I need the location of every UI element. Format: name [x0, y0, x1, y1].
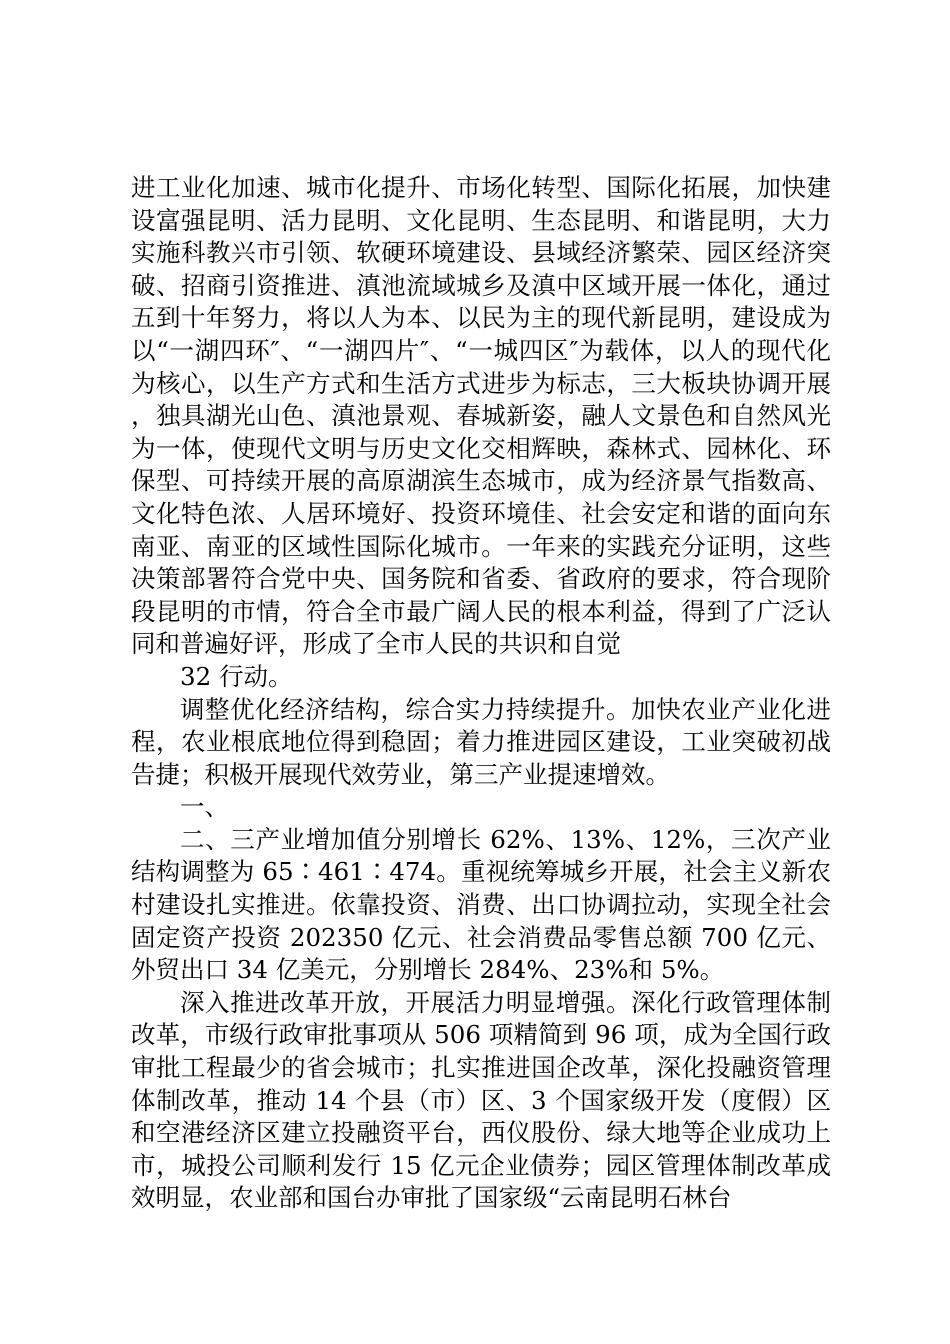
paragraph-3: 调整优化经济结构，综合实力持续提升。加快农业产业化进程，农业根底地位得到稳固；着力推进园区建设，工业突破初战告捷；积极开展现代效劳业，第三产业提速增效。 [131, 694, 831, 789]
paragraph-2: 32 行动。 [180, 661, 293, 691]
document-body [131, 172, 831, 1215]
paragraph-1: 进工业化加速、城市化提升、市场化转型、国际化拓展，加快建设富强昆明、活力昆明、文化昆明、生态昆明、和谐昆明，大力实施科教兴市引领、软硬环境建设、县域经济繁荣、园区经济突破、招商引资推进、滇池流域城乡及滇中区域开展一体化，通过五到十年努力，将以人为本、以民为主的现代新昆明，建设成为以“一湖四环″、“一湖四片″、“一城四区″为载体，以人的现代化为核心，以生产方式和生活方式进步为标志，三大板块协调开展，独具湖光山色、滇池景观、春城新姿，融人文景色和自然风光为一体，使现代文明与历史文化交相辉映，森林式、园林化、环保型、可持续开展的高原湖滨生态城市，成为经济景气指数高、文化特色浓、人居环境好、投资环境佳、社会安定和谐的面向东南亚、南亚的区域性国际化城市。一年来的实践充分证明，这些决策部署符合党中央、国务院和省委、省政府的要求，符合现阶段昆明的市情，符合全市最广阔人民的根本利益，得到了广泛认同和普遍好评，形成了全市人民的共识和自觉 [131, 173, 831, 659]
paragraph-5: 二、三产业增加值分别增长 62%、13%、12%，三次产业结构调整为 65∶461∶474。重视统筹城乡开展，社会主义新农村建设扎实推进。依靠投资、消费、出口协调拉动，实现全社会固定资产投资 202350 亿元、社会消费品零售总额 700 亿元、外贸出口 34 亿美元，分别增长 284%、23%和 5%。 [131, 824, 831, 985]
paragraph-4: 一、 [180, 792, 229, 822]
paragraph-6: 深入推进改革开放，开展活力明显增强。深化行政管理体制改革，市级行政审批事项从 506 项精简到 96 项，成为全国行政审批工程最少的省会城市；扎实推进国企改革，深化投融资管理体制改革，推动 14 个县（市）区、3 个国家级开发（度假）区和空港经济区建立投融资平台，西仪股份、绿大地等企业成功上市，城投公司顺利发行 15 亿元企业债券；园区管理体制改革成效明显，农业部和国台办审批了国家级“云南昆明石林台 [131, 987, 831, 1213]
